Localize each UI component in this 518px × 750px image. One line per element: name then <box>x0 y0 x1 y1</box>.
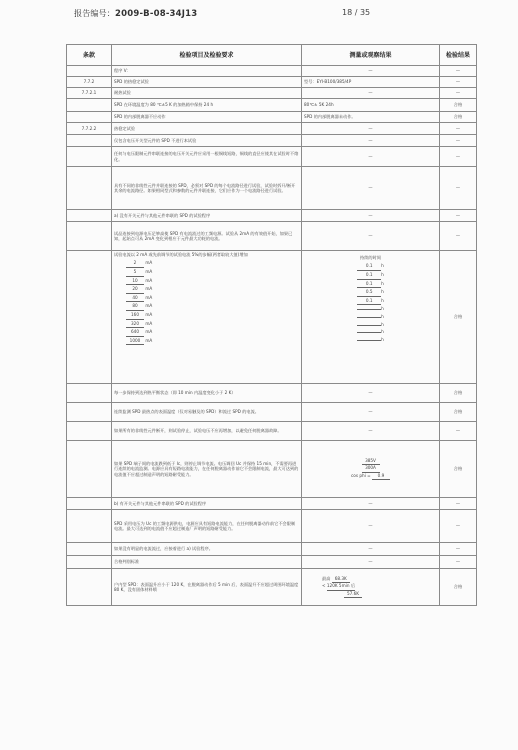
step-current-item <box>126 277 299 286</box>
header-result: 测量或观察结果 <box>302 45 440 66</box>
step-current-value: 20 <box>126 285 144 294</box>
item-cell: 合格判别标准 <box>112 556 302 569</box>
step-current-value: 640 <box>126 328 144 337</box>
clause-cell <box>67 66 112 77</box>
max-temp-label: 最高 <box>322 576 331 582</box>
step-duration-value <box>357 317 381 318</box>
step-current-unit: mA <box>145 269 153 274</box>
duration-list <box>304 262 437 343</box>
clause-cell <box>67 99 112 112</box>
step-current-value: 40 <box>126 294 144 303</box>
step-duration-unit: h <box>381 313 384 319</box>
step-duration-unit: h <box>381 272 384 277</box>
clause-cell <box>67 422 112 441</box>
result-cell: — <box>302 422 440 441</box>
item-cell: 任何与电压限制元件串联连接的电压开关元件应采用一根铜线短路，铜线的直径应使其在试验时不熔化。 <box>112 147 302 167</box>
item-cell: 每一步保持到达到热平衡状态（即 10 min 内温度变化小于 2 K） <box>112 384 302 403</box>
verdict-cell: — <box>440 123 477 135</box>
step-duration-item <box>304 271 437 280</box>
step-duration-item <box>304 305 437 313</box>
step-current-unit: mA <box>145 311 153 317</box>
step-current-item <box>126 294 299 303</box>
report-number-value: 2009-B-08-34J13 <box>115 9 198 19</box>
verdict-cell: 合格 <box>440 403 477 422</box>
table-row <box>67 99 477 112</box>
step-duration-value <box>357 325 381 326</box>
step-duration-item <box>304 262 437 271</box>
step-current-value: 10 <box>126 277 144 286</box>
clause-cell <box>67 112 112 123</box>
clause-cell: 7.7.2 <box>67 77 112 88</box>
verdict-cell: — <box>440 135 477 147</box>
table-row <box>67 123 477 135</box>
step-duration-unit: h <box>381 336 384 342</box>
result-cell: — <box>302 123 440 135</box>
step-current-unit: mA <box>145 260 153 266</box>
item-cell: b) 有开关元件与其他元件串联的 SPD 的试验程序 <box>112 498 302 510</box>
step-current-value: 80 <box>126 302 144 311</box>
verdict-cell: — <box>440 556 477 569</box>
verdict-cell: — <box>440 77 477 88</box>
clause-cell <box>67 569 112 606</box>
item-cell: a) 没有开关元件与其他元件串联的 SPD 的试验程序 <box>112 210 302 222</box>
clause-cell <box>67 210 112 222</box>
item-cell: SPD 的内部脱离器不应动作 <box>112 112 302 123</box>
cos-value: 0.9 <box>372 473 390 481</box>
item-cell: 试品连接到电源电压足够高使 SPD 有电流流过的工频电源。试验从 2mA 的有效值开始，如果已知，起始点可从 2mA 变化到相应于元件最大功耗的电流。 <box>112 222 302 251</box>
report-number-header <box>74 8 197 19</box>
item-cell: SPD 的热稳定试验 <box>112 77 302 88</box>
item-cell: 如果所有的非线性元件断开，则试验停止，试验电压不应再增加，以避免任何脱离器故障。 <box>112 422 302 441</box>
table-row <box>67 167 477 210</box>
step-current-unit: mA <box>145 337 153 343</box>
table-header-row <box>67 45 477 66</box>
cos-label: cos phi = <box>350 472 371 478</box>
result-cell: 80℃± 5K 24h <box>302 99 440 112</box>
verdict-cell: — <box>440 422 477 441</box>
clause-cell <box>67 135 112 147</box>
step-current-unit: mA <box>145 286 153 292</box>
step-duration-unit: h <box>381 289 384 295</box>
result-cell: — <box>302 403 440 422</box>
item-cell: 热稳定试验 <box>112 123 302 135</box>
step-current-value: 2 <box>126 259 144 268</box>
result-cell: — <box>302 88 440 99</box>
table-row <box>67 510 477 543</box>
verdict-cell: — <box>440 510 477 543</box>
item-cell: 户内型 SPD：表面温升应小于 120 K，在脱离器动作后 5 min 后，表面温升不应超过周围环境温度 80 K，没有固体材料喷 <box>112 569 302 606</box>
header-item: 检验项目及检验要求 <box>112 45 302 66</box>
max-temp-value: 68.3K <box>332 576 350 583</box>
clause-cell <box>67 167 112 210</box>
step-current-item <box>126 320 299 329</box>
result-cell: — <box>302 147 440 167</box>
clause-cell <box>67 510 112 543</box>
header-verdict: 检验结果 <box>440 45 477 66</box>
table-row <box>67 569 477 606</box>
step-duration-item <box>304 297 437 306</box>
result-cell: — <box>302 167 440 210</box>
result-cell: — <box>302 384 440 403</box>
clause-cell <box>67 556 112 569</box>
step-current-unit: mA <box>145 329 153 335</box>
result-cell: — <box>302 210 440 222</box>
result-cell <box>302 441 440 498</box>
step-current-item <box>126 268 299 277</box>
step-current-item <box>126 259 299 268</box>
step-current-list <box>114 259 299 345</box>
duration-heading: 持续的时间 <box>360 255 381 260</box>
clause-cell <box>67 147 112 167</box>
step-current-value: 160 <box>126 311 144 320</box>
result-cell: — <box>302 543 440 556</box>
verdict-cell: 合格 <box>440 441 477 498</box>
verdict-cell: — <box>440 222 477 251</box>
step-duration-value <box>357 332 381 333</box>
clause-cell <box>67 251 112 384</box>
report-number-label: 报告编号： <box>74 9 115 18</box>
step-current-item <box>126 285 299 294</box>
verdict-cell: — <box>440 167 477 210</box>
verdict-cell: — <box>440 210 477 222</box>
step-current-value: 320 <box>126 320 144 329</box>
item-cell: 如果 SPD 端子间的电流跌到低于 Ic，则停止调节电流。电压调回 Uc 并保持 15 min，不需要再进行连续的电流监测。电源应具有短路电流能力，在任何脱离器动作前它不会限制电流，最大可达到的电流值不应超过制造声明的短路耐受能力。 <box>112 441 302 498</box>
step-duration-unit: h <box>381 329 384 335</box>
verdict-cell: — <box>440 66 477 77</box>
clause-cell: 7.7.2.2 <box>67 123 112 135</box>
step-duration-value: 0.1 <box>357 280 381 289</box>
step-duration-value <box>357 309 381 310</box>
table-row <box>67 66 477 77</box>
item-cell: 连续监测 SPD 最热点的表面温度（仅对易触及的 SPD）和流过 SPD 的电流。 <box>112 403 302 422</box>
table-row <box>67 403 477 422</box>
clause-cell <box>67 222 112 251</box>
clause-cell <box>67 498 112 510</box>
step-current-item <box>126 311 299 320</box>
step-duration-value: 0.5 <box>357 288 381 297</box>
item-cell: SPD 采用电压为 Uc 的工频电源供电，电源应具有短路电流能力，在任何脱离器动作前它不会限制电流。最大可达到的电流值不应超过制造厂声明的短路耐受能力。 <box>112 510 302 543</box>
verdict-cell: 合格 <box>440 112 477 123</box>
result-cell: — <box>302 498 440 510</box>
step-duration-unit: h <box>381 297 384 303</box>
verdict-cell: 合格 <box>440 384 477 403</box>
step-duration-value: 0.1 <box>357 271 381 280</box>
result-cell: — <box>302 135 440 147</box>
result-cell: SPD 的内部脱离器未动作。 <box>302 112 440 123</box>
step-duration-unit: h <box>381 321 384 327</box>
current-value: 300A <box>362 465 380 473</box>
table-row <box>67 88 477 99</box>
step-current-unit: mA <box>145 294 153 300</box>
step-current-item <box>126 337 299 346</box>
verdict-cell: 合格 <box>440 99 477 112</box>
verdict-cell: — <box>440 88 477 99</box>
result-cell: — <box>302 556 440 569</box>
verdict-cell: 合格 <box>440 569 477 606</box>
step-current-unit: mA <box>145 277 153 283</box>
table-row <box>67 441 477 498</box>
verdict-cell: 合格 <box>440 251 477 384</box>
step-current-unit: mA <box>145 320 153 326</box>
table-row <box>67 498 477 510</box>
step-duration-unit: h <box>381 263 384 269</box>
final-temp-value: 57.6K <box>344 591 362 598</box>
item-cell: 具有不同的非线性元件并联连接的 SPD，必须对 SPD 的每个电流路径进行试验，试验时拆开/断开其余的电流路径。如果相同型式和参数的元件并联连接，它们应作为一个电流路径进行试验。 <box>112 167 302 210</box>
item-cell: 仅包含电压开关型元件的 SPD 不进行本试验 <box>112 135 302 147</box>
step-duration-value <box>357 340 381 341</box>
header-clause: 条款 <box>67 45 112 66</box>
step-duration-item <box>304 288 437 297</box>
verdict-cell: — <box>440 498 477 510</box>
lt-symbol: < <box>322 583 326 589</box>
verdict-cell: — <box>440 147 477 167</box>
step-current-item <box>126 328 299 337</box>
table-row <box>67 77 477 88</box>
table-row <box>67 543 477 556</box>
step-duration-item <box>304 328 437 336</box>
uc-value: 385V <box>362 458 380 466</box>
step-duration-item <box>304 280 437 289</box>
table-row <box>67 422 477 441</box>
table-row <box>67 210 477 222</box>
verdict-cell: — <box>440 543 477 556</box>
result-cell: — <box>302 222 440 251</box>
item-cell: 程序 V： <box>112 66 302 77</box>
table-row <box>67 112 477 123</box>
item-cell <box>112 251 302 384</box>
step-duration-item <box>304 321 437 329</box>
clause-cell <box>67 543 112 556</box>
item-cell: SPD 在环境温度为 80 ℃±5 K 的加热箱中保持 24 h <box>112 99 302 112</box>
result-cell <box>302 569 440 606</box>
result-cell: — <box>302 66 440 77</box>
item-cell: 耐热试验 <box>112 88 302 99</box>
clause-cell: 7.7.2.1 <box>67 88 112 99</box>
step-current-value: 5 <box>126 268 144 277</box>
step-current-value: 1000 <box>126 337 144 346</box>
step-current-unit: mA <box>145 303 153 309</box>
table-row <box>67 135 477 147</box>
step-duration-value: 0.1 <box>357 262 381 271</box>
table-row <box>67 147 477 167</box>
clause-cell <box>67 384 112 403</box>
step-description: 试验电流以 2 mA 或先前调节的试验电流 5%的步幅(两者取较大值)增加 <box>114 252 248 257</box>
result-cell: — <box>302 510 440 543</box>
step-duration-unit: h <box>381 306 384 312</box>
result-cell: 型号：EYI-B100/385/4P <box>302 77 440 88</box>
clause-cell <box>67 441 112 498</box>
clause-cell <box>67 403 112 422</box>
step-duration-value: 0.1 <box>357 297 381 306</box>
table-row <box>67 556 477 569</box>
after-5min-value: 120K 5min 后 <box>327 583 355 590</box>
result-cell <box>302 251 440 384</box>
page-number: 18 / 35 <box>342 8 371 17</box>
inspection-table <box>66 44 477 606</box>
step-duration-unit: h <box>381 280 384 286</box>
table-row <box>67 384 477 403</box>
step-duration-item <box>304 336 437 344</box>
item-cell: 如果没有明显的电流流过，应接着进行 a) 试验程序。 <box>112 543 302 556</box>
step-duration-item <box>304 313 437 321</box>
table-row <box>67 251 477 384</box>
step-current-item <box>126 302 299 311</box>
table-row <box>67 222 477 251</box>
